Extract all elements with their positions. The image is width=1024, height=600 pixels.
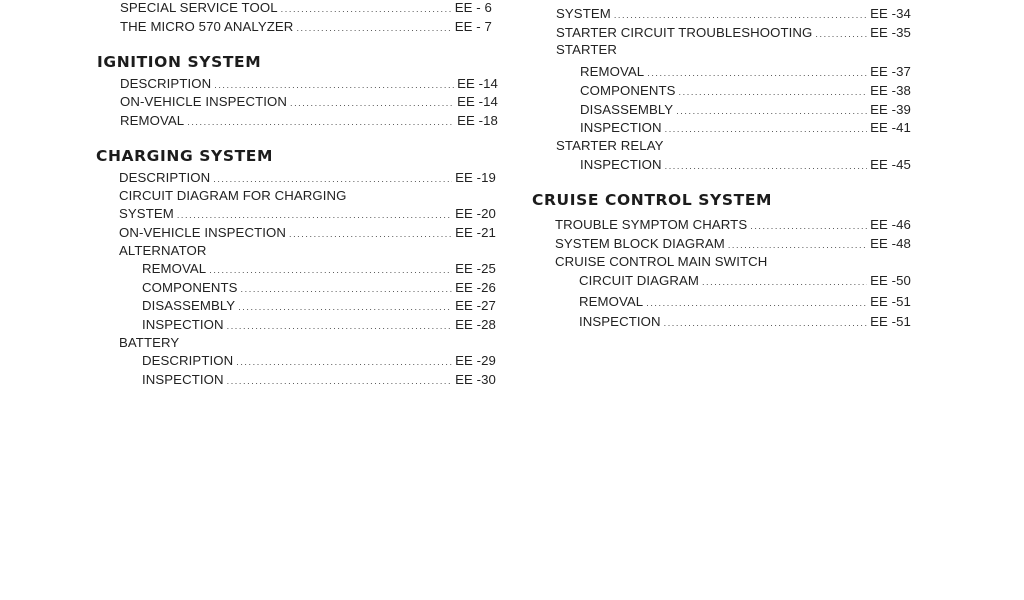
entry-page: EE -50 xyxy=(870,273,911,288)
toc-entry xyxy=(142,261,496,278)
entry-label: DESCRIPTION xyxy=(119,170,211,185)
entry-page: EE -19 xyxy=(455,170,496,185)
entry-label: SYSTEM xyxy=(556,6,611,21)
dot-leader xyxy=(647,65,867,81)
entry-label: CIRCUIT DIAGRAM xyxy=(579,273,699,288)
toc-entry xyxy=(579,314,911,331)
dot-leader xyxy=(187,114,454,130)
toc-entry xyxy=(556,6,911,23)
entry-page: EE -37 xyxy=(870,64,911,79)
dot-leader xyxy=(702,274,867,290)
toc-entry xyxy=(580,83,911,100)
toc-entry xyxy=(555,217,911,234)
toc-entry xyxy=(580,157,911,174)
dot-leader xyxy=(665,121,867,137)
dot-leader xyxy=(679,84,868,100)
dot-leader xyxy=(177,207,452,223)
toc-entry xyxy=(556,25,911,42)
entry-label: SPECIAL SERVICE TOOL xyxy=(120,0,278,15)
toc-entry xyxy=(119,225,496,242)
entry-label: REMOVAL xyxy=(120,113,185,128)
toc-entry xyxy=(142,372,496,389)
toc-entry-label: CRUISE CONTROL MAIN SWITCH xyxy=(555,254,768,269)
entry-page: EE -29 xyxy=(455,353,496,368)
dot-leader xyxy=(289,226,452,242)
entry-page: EE - 7 xyxy=(454,19,492,34)
dot-leader xyxy=(290,95,454,111)
toc-entry xyxy=(142,298,496,315)
toc-entry xyxy=(119,170,496,187)
dot-leader xyxy=(238,299,452,315)
dot-leader xyxy=(676,103,867,119)
entry-page: EE -14 xyxy=(457,76,498,91)
toc-entry xyxy=(120,0,492,17)
dot-leader xyxy=(750,218,867,234)
entry-label: COMPONENTS xyxy=(580,83,676,98)
entry-page: EE -28 xyxy=(455,317,496,332)
entry-label: COMPONENTS xyxy=(142,280,238,295)
entry-label: ON-VEHICLE INSPECTION xyxy=(120,94,287,109)
entry-label: TROUBLE SYMPTOM CHARTS xyxy=(555,217,748,232)
toc-entry-label: STARTER xyxy=(556,42,618,57)
entry-label: REMOVAL xyxy=(142,261,207,276)
toc-entry xyxy=(142,317,496,334)
dot-leader xyxy=(728,237,867,253)
toc-entry xyxy=(580,120,911,137)
toc-entry xyxy=(580,102,911,119)
toc-entry-label: STARTER RELAY xyxy=(556,138,664,153)
dot-leader xyxy=(664,315,867,331)
entry-page: EE -26 xyxy=(455,280,496,295)
entry-page: EE -14 xyxy=(457,94,498,109)
toc-entry-label: BATTERY xyxy=(119,335,180,350)
entry-page: EE - 6 xyxy=(454,0,492,15)
dot-leader xyxy=(296,20,451,36)
toc-entry xyxy=(579,273,911,290)
entry-page: EE -41 xyxy=(870,120,911,135)
toc-entry xyxy=(142,353,496,370)
entry-label: DESCRIPTION xyxy=(142,353,234,368)
entry-page: EE -21 xyxy=(455,225,496,240)
toc-entry xyxy=(579,294,911,311)
entry-page: EE -39 xyxy=(870,102,911,117)
entry-label: INSPECTION xyxy=(580,157,662,172)
entry-label: DESCRIPTION xyxy=(120,76,212,91)
toc-entry xyxy=(142,280,496,297)
toc-entry xyxy=(120,94,498,111)
dot-leader xyxy=(209,262,452,278)
section-heading-cruise-control: CRUISE CONTROL SYSTEM xyxy=(532,191,773,209)
dot-leader xyxy=(227,373,452,389)
entry-label: INSPECTION xyxy=(580,120,662,135)
toc-entry xyxy=(580,64,911,81)
entry-page: EE -34 xyxy=(870,6,911,21)
toc-entry-label: ALTERNATOR xyxy=(119,243,207,258)
toc-entry xyxy=(120,113,498,130)
entry-label: SYSTEM BLOCK DIAGRAM xyxy=(555,236,725,251)
entry-page: EE -46 xyxy=(870,217,911,232)
entry-page: EE -45 xyxy=(870,157,911,172)
entry-page: EE -35 xyxy=(870,25,911,40)
dot-leader xyxy=(227,318,452,334)
entry-page: EE -18 xyxy=(457,113,498,128)
entry-page: EE -51 xyxy=(870,314,911,329)
section-heading-ignition: IGNITION SYSTEM xyxy=(97,53,262,71)
entry-label: INSPECTION xyxy=(142,372,224,387)
entry-label: INSPECTION xyxy=(142,317,224,332)
section-heading-charging: CHARGING SYSTEM xyxy=(96,147,273,165)
toc-entry xyxy=(120,19,492,36)
dot-leader xyxy=(241,281,453,297)
dot-leader xyxy=(815,26,867,42)
dot-leader xyxy=(281,1,452,17)
entry-page: EE -51 xyxy=(870,294,911,309)
toc-entry xyxy=(119,206,496,223)
entry-label: REMOVAL xyxy=(580,64,645,79)
entry-label: ON-VEHICLE INSPECTION xyxy=(119,225,286,240)
dot-leader xyxy=(665,158,867,174)
toc-entry-label: CIRCUIT DIAGRAM FOR CHARGING xyxy=(119,188,347,203)
dot-leader xyxy=(213,171,452,187)
entry-label: DISASSEMBLY xyxy=(142,298,236,313)
entry-page: EE -30 xyxy=(455,372,496,387)
entry-label: REMOVAL xyxy=(579,294,644,309)
entry-page: EE -20 xyxy=(455,206,496,221)
dot-leader xyxy=(614,7,867,23)
entry-page: EE -38 xyxy=(870,83,911,98)
entry-label: SYSTEM xyxy=(119,206,174,221)
dot-leader xyxy=(646,295,867,311)
entry-label: DISASSEMBLY xyxy=(580,102,674,117)
dot-leader xyxy=(214,77,454,93)
entry-label: STARTER CIRCUIT TROUBLESHOOTING xyxy=(556,25,813,40)
toc-entry xyxy=(555,236,911,253)
toc-entry xyxy=(120,76,498,93)
entry-page: EE -27 xyxy=(455,298,496,313)
entry-page: EE -48 xyxy=(870,236,911,251)
entry-label: THE MICRO 570 ANALYZER xyxy=(120,19,294,34)
entry-page: EE -25 xyxy=(455,261,496,276)
entry-label: INSPECTION xyxy=(579,314,661,329)
dot-leader xyxy=(236,354,452,370)
